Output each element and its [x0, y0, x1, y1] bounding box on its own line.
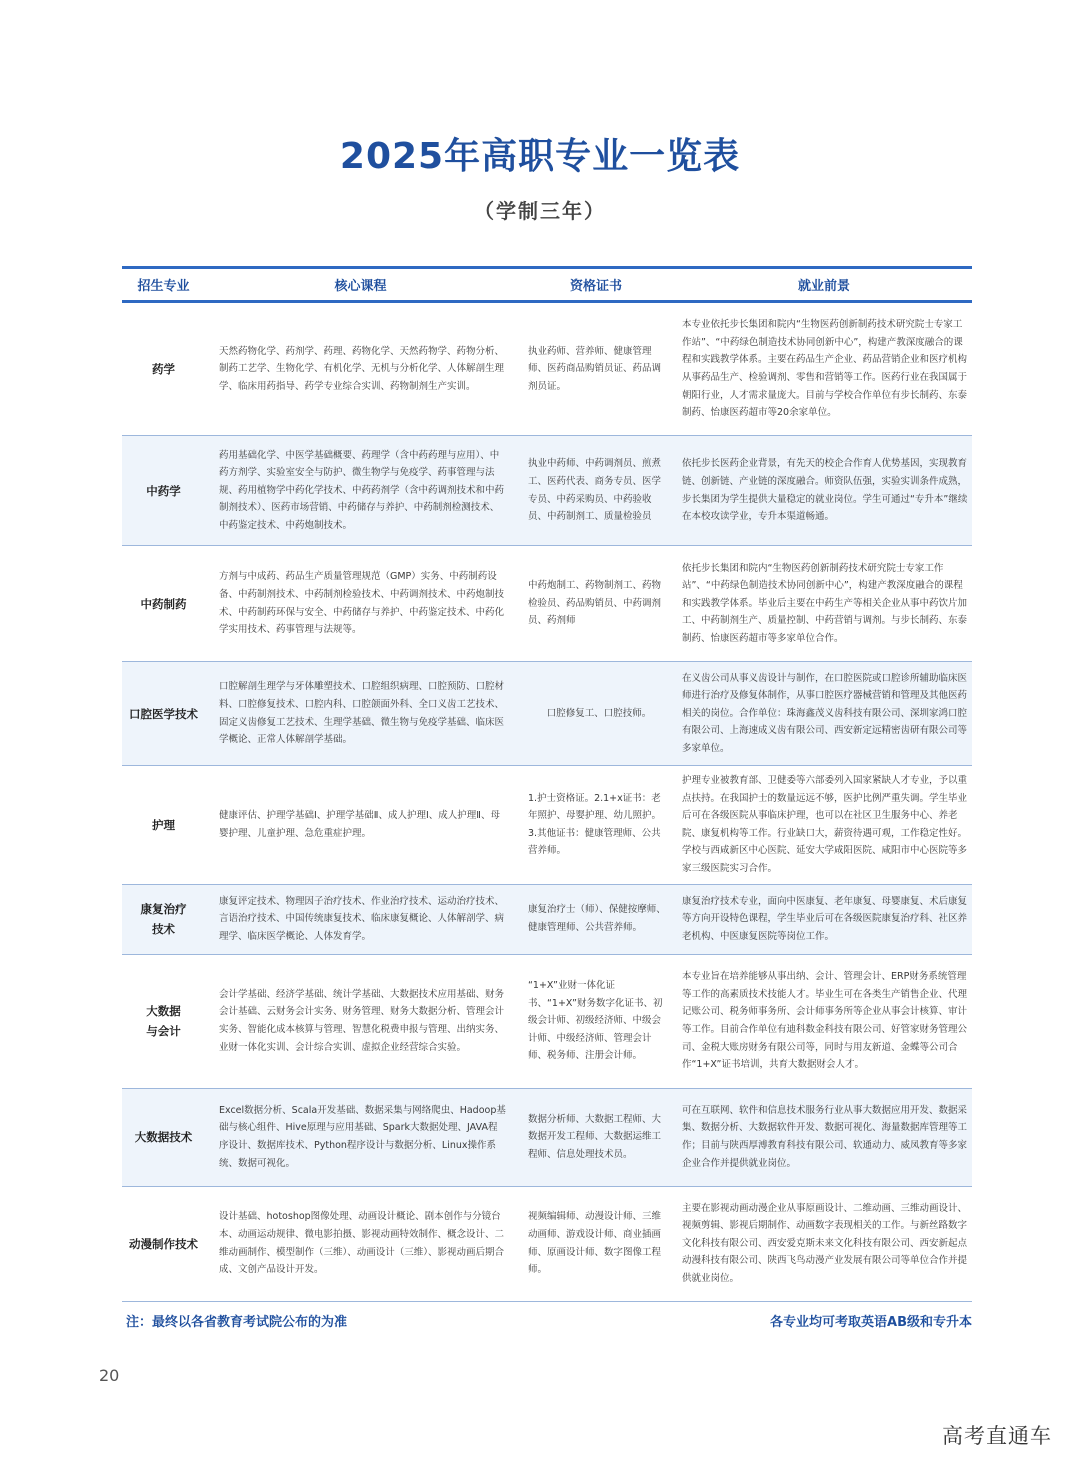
table-row — [122, 766, 972, 885]
table-row — [122, 302, 972, 436]
core-courses: 康复评定技术、物理因子治疗技术、作业治疗技术、运动治疗技术、言语治疗技术、中国传统康复技术、临床康复概论、人体解剖学、病理学、临床医学概论、人体发育学。 — [205, 884, 516, 954]
certificates: 口腔修复工、口腔技师。 — [516, 662, 676, 766]
major-name: 药学 — [122, 302, 205, 436]
majors-table-wrap — [122, 266, 972, 1302]
major-name: 大数据技术 — [122, 1088, 205, 1186]
header-major: 招生专业 — [122, 268, 205, 302]
footnote-left: 注：最终以各省教育考试院公布的为准 — [126, 1315, 348, 1330]
major-name: 中药学 — [122, 436, 205, 546]
table-row — [122, 436, 972, 546]
career-prospects: 在义齿公司从事义齿设计与制作，在口腔医院或口腔诊所辅助临床医师进行治疗及修复体制作，从事口腔医疗器械营销和管理及其他医药相关的岗位。合作单位：珠海鑫茂义齿科技有限公司、深圳家鸿口腔有限公司、上海速成义齿有限公司、西安新定远精密齿研有限公司等多家单位。 — [676, 662, 972, 766]
table-row — [122, 662, 972, 766]
core-courses: 设计基础、hotoshop图像处理、动画设计概论、剧本创作与分镜台本、动画运动规律、微电影拍摄、影视动画特效制作、概念设计、二维动画制作、模型制作（三维）、动画设计（三维）、影视动画后期合成、文创产品设计开发。 — [205, 1186, 516, 1301]
major-name: 护理 — [122, 766, 205, 885]
major-name: 动漫制作技术 — [122, 1186, 205, 1301]
career-prospects: 康复治疗技术专业，面向中医康复、老年康复、母婴康复、术后康复等方向开设特色课程，学生毕业后可在各级医院康复治疗科、社区养老机构、中医康复医院等岗位工作。 — [676, 884, 972, 954]
certificates: 视频编辑师、动漫设计师、三维动画师、游戏设计师、商业插画师、原画设计师、数字图像工程师。 — [516, 1186, 676, 1301]
core-courses: Excel数据分析、Scala开发基础、数据采集与网络爬虫、Hadoop基础与核心组件、Hive原理与应用基础、Spark大数据处理、JAVA程序设计、数据库技术、Python程序设计与数据分析、Linux操作系统、数据可视化。 — [205, 1088, 516, 1186]
career-prospects: 依托步长集团和院内“生物医药创新制药技术研究院士专家工作站”、“中药绿色制造技术协同创新中心”，构建产教深度融合的课程和实践教学体系。毕业后主要在中药生产等相关企业从事中药饮片加工、中药制剂生产、质量控制、中药营销与调剂。与步长制药、东泰制药、怡康医药超市等多家单位合作。 — [676, 546, 972, 662]
certificates: 康复治疗士（师）、保健按摩师、健康管理师、公共营养师。 — [516, 884, 676, 954]
certificates: 执业中药师、中药调剂员、煎煮工、医药代表、商务专员、医学专员、中药采购员、中药验收员、中药制剂工、质量检验员 — [516, 436, 676, 546]
footnote-right: 各专业均可考取英语AB级和专升本 — [770, 1315, 972, 1330]
core-courses: 方剂与中成药、药品生产质量管理规范（GMP）实务、中药制药设备、中药制剂技术、中药制剂检验技术、中药调剂技术、中药炮制技术、中药制药环保与安全、中药储存与养护、中药鉴定技术、中药化学实用技术、药事管理与法规等。 — [205, 546, 516, 662]
core-courses: 会计学基础、经济学基础、统计学基础、大数据技术应用基础、财务会计基础、云财务会计实务、财务管理、财务大数据分析、管理会计实务、智能化成本核算与管理、智慧化税费申报与管理、出纳实务、业财一体化实训、会计综合实训、虚拟企业经营综合实验。 — [205, 954, 516, 1088]
major-name-text: 康复治疗 技术 — [140, 902, 187, 937]
career-prospects: 主要在影视动画动漫企业从事原画设计、二维动画、三维动画设计、视频剪辑、影视后期制作、动画数字表现相关的工作。与新丝路数字文化科技有限公司、西安爱克斯未来文化科技有限公司、西安新起点动漫科技有限公司、陕西飞鸟动漫产业发展有限公司等单位合作并提供就业岗位。 — [676, 1186, 972, 1301]
table-row — [122, 1186, 972, 1301]
table-row — [122, 954, 972, 1088]
career-prospects: 护理专业被教育部、卫健委等六部委列入国家紧缺人才专业，予以重点扶持。在我国护士的数量远远不够，医护比例严重失调。学生毕业后可在各级医院从事临床护理，也可以在社区卫生服务中心、养老院、康复机构等工作。行业缺口大，薪资待遇可观，工作稳定性好。学校与西咸新区中心医院、延安大学咸阳医院、咸阳市中心医院等多家三级医院实习合作。 — [676, 766, 972, 885]
majors-table — [122, 266, 972, 1302]
watermark-text: 高考直通车 — [942, 1424, 1052, 1448]
header-courses: 核心课程 — [205, 268, 516, 302]
table-row — [122, 884, 972, 954]
page-title: 2025年高职专业一览表 — [339, 136, 741, 177]
certificates: 数据分析师、大数据工程师、大数据开发工程师、大数据运维工程师、信息处理技术员。 — [516, 1088, 676, 1186]
major-name: 口腔医学技术 — [122, 662, 205, 766]
major-name — [122, 884, 205, 954]
header-certs: 资格证书 — [516, 268, 676, 302]
table-row — [122, 546, 972, 662]
certificates: 中药炮制工、药物制剂工、药物检验员、药品购销员、中药调剂员、药剂师 — [516, 546, 676, 662]
core-courses: 健康评估、护理学基础Ⅰ、护理学基础Ⅱ、成人护理Ⅰ、成人护理Ⅱ、母婴护理、儿童护理、急危重症护理。 — [205, 766, 516, 885]
major-name: 中药制药 — [122, 546, 205, 662]
page-subtitle: （学制三年） — [474, 199, 606, 223]
certificates: 1.护士资格证。2.1+x证书：老年照护、母婴护理、幼儿照护。3.其他证书：健康管理师、公共营养师。 — [516, 766, 676, 885]
major-name-text: 大数据 与会计 — [146, 1004, 181, 1039]
core-courses: 口腔解剖生理学与牙体雕塑技术、口腔组织病理、口腔预防、口腔材料、口腔修复技术、口腔内科、口腔颌面外科、全口义齿工艺技术、固定义齿修复工艺技术、生理学基础、微生物与免疫学基础、临床医学概论、正常人体解剖学基础。 — [205, 662, 516, 766]
career-prospects: 可在互联网、软件和信息技术服务行业从事大数据应用开发、数据采集、数据分析、大数据软件开发、数据可视化、海量数据库管理等工作；目前与陕西厚溥教育科技有限公司、软通动力、威凤教育等多家企业合作并提供就业岗位。 — [676, 1088, 972, 1186]
core-courses: 药用基础化学、中医学基础概要、药理学（含中药药理与应用）、中药方剂学、实验室安全与防护、微生物学与免疫学、药事管理与法规、药用植物学中药化学技术、中药药剂学（含中药调剂技术和中药制剂技术）、医药市场营销、中药储存与养护、中药制剂检测技术、中药鉴定技术、中药炮制技术。 — [205, 436, 516, 546]
certificates: 执业药师、营养师、健康管理师、医药商品购销员证、药品调剂员证。 — [516, 302, 676, 436]
major-name — [122, 954, 205, 1088]
career-prospects: 依托步长医药企业背景，有先天的校企合作育人优势基因，实现教育链、创新链、产业链的深度融合。师资队伍强，实验实训条件成熟，步长集团为学生提供大量稳定的就业岗位。学生可通过“专升本”继续在本校攻读学业，专升本渠道畅通。 — [676, 436, 972, 546]
certificates: “1+X”业财一体化证书、“1+X”财务数字化证书、初级会计师、初级经济师、中级会计师、中级经济师、管理会计师、税务师、注册会计师。 — [516, 954, 676, 1088]
career-prospects: 本专业依托步长集团和院内“生物医药创新制药技术研究院士专家工作站”、“中药绿色制造技术协同创新中心”，构建产教深度融合的课程和实践教学体系。主要在药品生产企业、药品营销企业和医疗机构从事药品生产、检验调剂、零售和营销等工作。医药行业在我国属于朝阳行业，人才需求量庞大。目前与学校合作单位有步长制药、东泰制药、怡康医药超市等20余家单位。 — [676, 302, 972, 436]
table-header-row — [122, 268, 972, 302]
career-prospects: 本专业旨在培养能够从事出纳、会计、管理会计、ERP财务系统管理等工作的高素质技术技能人才。毕业生可在各类生产销售企业、代理记账公司、税务师事务所、会计师事务所等企业从事会计核算、审计等工作。目前合作单位有迪科数金科技有限公司、好管家财务管理公司、金税大账房财务有限公司等，同时与用友新道、金蝶等公司合作“1+X”证书培训，共育大数据财会人才。 — [676, 954, 972, 1088]
core-courses: 天然药物化学、药剂学、药理、药物化学、天然药物学、药物分析、制药工艺学、生物化学、有机化学、无机与分析化学、人体解剖生理学、临床用药指导、药学专业综合实训、药物制剂生产实训。 — [205, 302, 516, 436]
table-row — [122, 1088, 972, 1186]
header-career: 就业前景 — [676, 268, 972, 302]
page-number: 20 — [99, 1366, 120, 1385]
